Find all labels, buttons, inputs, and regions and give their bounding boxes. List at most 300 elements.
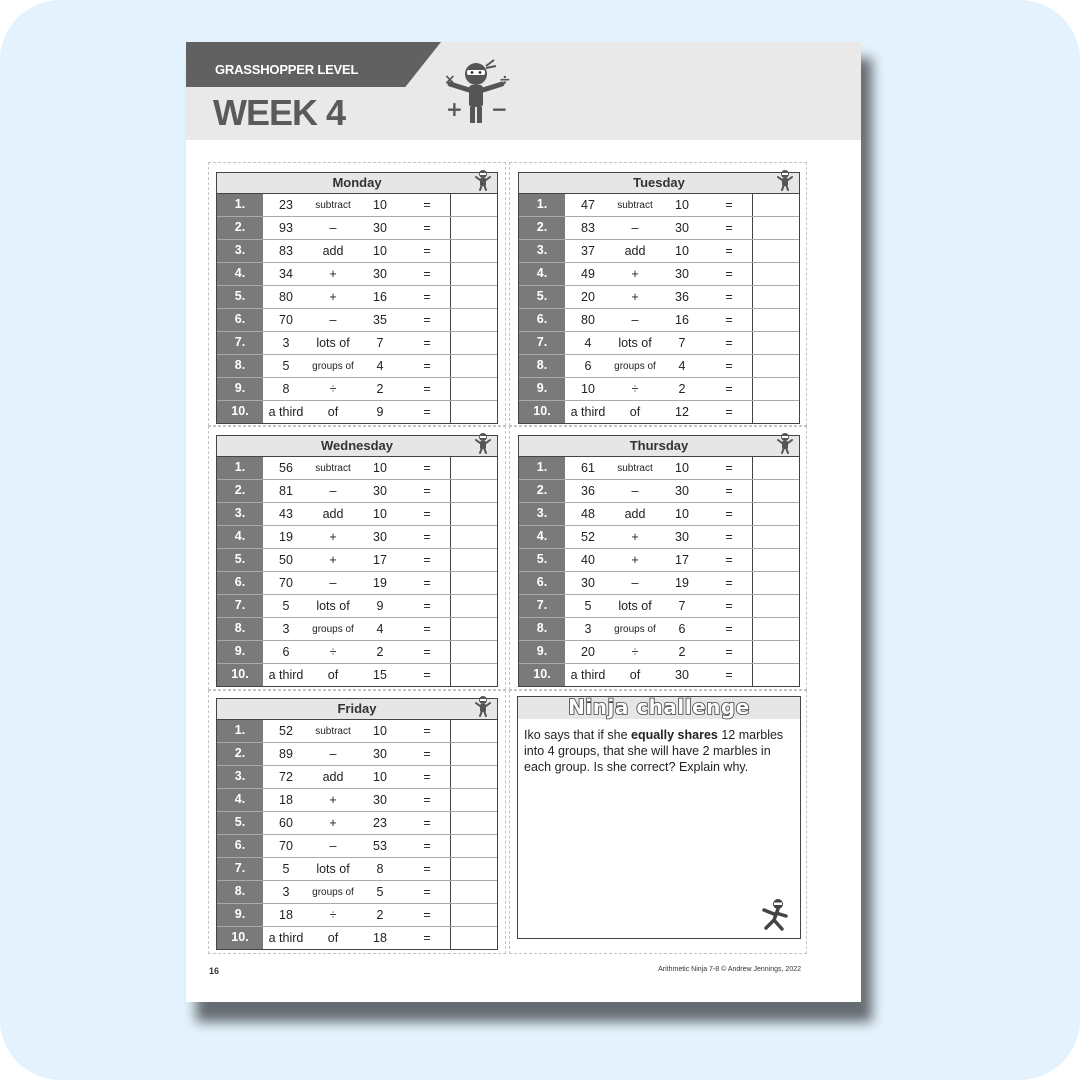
operand-b: 2	[376, 382, 384, 396]
equals-sign: =	[423, 553, 431, 567]
answer-box[interactable]	[752, 503, 799, 525]
answer-box[interactable]	[450, 309, 497, 331]
challenge-text: Iko says that if she equally shares 12 marbles into 4 groups, that she will have 2 marbles in each group. Is she correct? Explain why.	[524, 728, 784, 774]
answer-box[interactable]	[450, 812, 497, 834]
equals-sign: =	[423, 382, 431, 396]
operand-a: 6	[282, 645, 290, 659]
table-row	[217, 457, 497, 479]
operator: lots of	[316, 336, 350, 350]
operand-a: 81	[279, 484, 293, 498]
operator: +	[631, 553, 639, 567]
question-number: 8.	[217, 355, 263, 377]
equals-sign: =	[423, 530, 431, 544]
question-number: 7.	[519, 595, 565, 617]
operand-a: 3	[584, 622, 592, 636]
question-number: 3.	[217, 766, 263, 788]
operand-a: 80	[279, 290, 293, 304]
answer-box[interactable]	[450, 480, 497, 502]
table-row	[217, 502, 497, 525]
answer-box[interactable]	[450, 194, 497, 216]
table-row	[217, 262, 497, 285]
equals-sign: =	[423, 405, 431, 419]
answer-box[interactable]	[752, 217, 799, 239]
operand-a: 50	[279, 553, 293, 567]
equals-sign: =	[423, 816, 431, 830]
challenge-title: Ninja challenge	[568, 695, 750, 719]
question-number: 4.	[217, 263, 263, 285]
answer-box[interactable]	[752, 309, 799, 331]
sum-table	[216, 719, 498, 950]
operand-a: 49	[581, 267, 595, 281]
operator: –	[329, 313, 337, 327]
equals-sign: =	[423, 931, 431, 945]
answer-box[interactable]	[450, 641, 497, 663]
table-row	[519, 262, 799, 285]
answer-box[interactable]	[450, 789, 497, 811]
operand-b: 16	[373, 290, 387, 304]
equals-sign: =	[725, 244, 733, 258]
operand-a: 5	[584, 599, 592, 613]
operator: of	[327, 931, 339, 945]
operand-b: 9	[376, 599, 384, 613]
equals-sign: =	[423, 336, 431, 350]
table-row	[519, 640, 799, 663]
equals-sign: =	[725, 313, 733, 327]
table-row	[217, 548, 497, 571]
question-number: 1.	[519, 457, 565, 479]
question-number: 8.	[217, 618, 263, 640]
operand-b: 4	[376, 622, 384, 636]
answer-box[interactable]	[450, 904, 497, 926]
operand-a: 23	[279, 198, 293, 212]
operand-a: 47	[581, 198, 595, 212]
table-row	[217, 880, 497, 903]
question-number: 3.	[519, 503, 565, 525]
ninja-monday-icon	[472, 169, 494, 191]
operand-a: 30	[581, 576, 595, 590]
equals-sign: =	[725, 530, 733, 544]
operand-b: 10	[675, 507, 689, 521]
answer-box[interactable]	[450, 720, 497, 742]
operand-a: 70	[279, 576, 293, 590]
operator: groups of	[312, 623, 354, 635]
question-number: 10.	[217, 927, 263, 949]
ninja-challenge-icon	[756, 896, 792, 932]
table-row	[217, 239, 497, 262]
operator: –	[631, 221, 639, 235]
operand-b: 30	[675, 267, 689, 281]
operand-b: 4	[376, 359, 384, 373]
sum-table	[216, 193, 498, 424]
question-number: 2.	[217, 480, 263, 502]
answer-box[interactable]	[752, 572, 799, 594]
operator: add	[322, 507, 344, 521]
table-row	[519, 663, 799, 686]
equals-sign: =	[423, 885, 431, 899]
question-number: 4.	[217, 526, 263, 548]
operator: groups of	[614, 360, 656, 372]
operator: ÷	[329, 382, 337, 396]
question-number: 10.	[217, 401, 263, 423]
question-number: 4.	[519, 526, 565, 548]
operator: groups of	[312, 886, 354, 898]
operand-a: 80	[581, 313, 595, 327]
table-row	[217, 285, 497, 308]
operand-b: 53	[373, 839, 387, 853]
sum-table	[518, 193, 800, 424]
table-row	[519, 354, 799, 377]
ninja-thursday-icon	[774, 432, 796, 454]
operator: groups of	[614, 623, 656, 635]
equals-sign: =	[725, 668, 733, 682]
equals-sign: =	[725, 267, 733, 281]
operand-a: 18	[279, 793, 293, 807]
operator: +	[329, 553, 337, 567]
question-number: 7.	[217, 858, 263, 880]
question-number: 4.	[217, 789, 263, 811]
operand-a: 48	[581, 507, 595, 521]
operand-b: 10	[675, 461, 689, 475]
equals-sign: =	[423, 267, 431, 281]
answer-box[interactable]	[450, 526, 497, 548]
table-row	[217, 571, 497, 594]
answer-box[interactable]	[752, 526, 799, 548]
operand-a: 10	[581, 382, 595, 396]
operator: –	[329, 221, 337, 235]
answer-box[interactable]	[450, 618, 497, 640]
answer-box[interactable]	[450, 664, 497, 686]
question-number: 10.	[217, 664, 263, 686]
operand-a: 20	[581, 645, 595, 659]
table-row	[217, 834, 497, 857]
svg-text:÷: ÷	[499, 72, 511, 88]
operand-a: 3	[282, 885, 290, 899]
operator: ÷	[631, 645, 639, 659]
answer-box[interactable]	[752, 664, 799, 686]
operator: –	[329, 839, 337, 853]
table-row	[519, 457, 799, 479]
question-number: 5.	[217, 549, 263, 571]
operand-b: 17	[675, 553, 689, 567]
question-number: 1.	[519, 194, 565, 216]
ninja-wednesday-icon	[472, 432, 494, 454]
operand-a: 89	[279, 747, 293, 761]
operator: subtract	[315, 725, 351, 737]
answer-box[interactable]	[752, 355, 799, 377]
operand-a: 34	[279, 267, 293, 281]
operator: –	[631, 576, 639, 590]
operand-a: 60	[279, 816, 293, 830]
answer-box[interactable]	[752, 595, 799, 617]
answer-box[interactable]	[450, 572, 497, 594]
answer-box[interactable]	[752, 332, 799, 354]
equals-sign: =	[423, 461, 431, 475]
operator: ÷	[631, 382, 639, 396]
equals-sign: =	[423, 290, 431, 304]
table-row	[217, 742, 497, 765]
answer-box[interactable]	[752, 401, 799, 423]
operand-a: a third	[268, 405, 304, 419]
operand-a: 83	[581, 221, 595, 235]
operand-b: 8	[376, 862, 384, 876]
operand-a: 20	[581, 290, 595, 304]
equals-sign: =	[423, 221, 431, 235]
equals-sign: =	[725, 382, 733, 396]
operator: subtract	[617, 199, 653, 211]
operand-a: 72	[279, 770, 293, 784]
answer-box[interactable]	[450, 743, 497, 765]
page-number: 16	[209, 966, 220, 976]
operand-b: 30	[373, 221, 387, 235]
operator: +	[329, 267, 337, 281]
question-number: 9.	[519, 641, 565, 663]
table-row	[217, 903, 497, 926]
operand-b: 10	[373, 244, 387, 258]
operand-a: 43	[279, 507, 293, 521]
equals-sign: =	[423, 313, 431, 327]
operand-b: 6	[678, 622, 686, 636]
operator: +	[329, 290, 337, 304]
operand-a: 6	[584, 359, 592, 373]
operand-b: 36	[675, 290, 689, 304]
table-row	[217, 926, 497, 949]
answer-box[interactable]	[752, 457, 799, 479]
operand-b: 2	[678, 382, 686, 396]
operator: +	[631, 530, 639, 544]
equals-sign: =	[725, 461, 733, 475]
operand-b: 4	[678, 359, 686, 373]
operand-a: 83	[279, 244, 293, 258]
question-number: 5.	[519, 549, 565, 571]
answer-box[interactable]	[450, 286, 497, 308]
operand-b: 10	[373, 724, 387, 738]
day-title: Tuesday	[518, 172, 800, 193]
question-number: 10.	[519, 664, 565, 686]
operand-a: 52	[581, 530, 595, 544]
equals-sign: =	[423, 862, 431, 876]
operand-b: 23	[373, 816, 387, 830]
operand-a: a third	[570, 405, 606, 419]
answer-box[interactable]	[450, 263, 497, 285]
question-number: 3.	[519, 240, 565, 262]
operand-b: 7	[376, 336, 384, 350]
operator: lots of	[618, 599, 652, 613]
answer-box[interactable]	[450, 401, 497, 423]
operator: lots of	[316, 862, 350, 876]
equals-sign: =	[423, 507, 431, 521]
answer-box[interactable]	[450, 766, 497, 788]
answer-box[interactable]	[752, 480, 799, 502]
operator: +	[631, 290, 639, 304]
table-row	[519, 571, 799, 594]
equals-sign: =	[423, 599, 431, 613]
question-number: 6.	[217, 572, 263, 594]
operator: of	[327, 405, 339, 419]
equals-sign: =	[725, 290, 733, 304]
equals-sign: =	[725, 484, 733, 498]
answer-box[interactable]	[450, 549, 497, 571]
operand-a: 5	[282, 359, 290, 373]
operand-b: 10	[675, 244, 689, 258]
table-row	[217, 617, 497, 640]
operand-b: 9	[376, 405, 384, 419]
table-row	[519, 594, 799, 617]
table-row	[217, 479, 497, 502]
operator: subtract	[315, 462, 351, 474]
operand-a: 3	[282, 622, 290, 636]
operand-a: 70	[279, 313, 293, 327]
table-row	[519, 194, 799, 216]
question-number: 1.	[217, 194, 263, 216]
equals-sign: =	[725, 198, 733, 212]
operand-a: 56	[279, 461, 293, 475]
operand-a: 37	[581, 244, 595, 258]
question-number: 8.	[217, 881, 263, 903]
svg-text:×: ×	[444, 72, 456, 88]
answer-box[interactable]	[450, 217, 497, 239]
answer-box[interactable]	[450, 457, 497, 479]
copyright: Arithmetic Ninja 7-8 © Andrew Jennings, 2022	[658, 966, 801, 973]
question-number: 1.	[217, 720, 263, 742]
answer-box[interactable]	[450, 858, 497, 880]
equals-sign: =	[423, 747, 431, 761]
question-number: 4.	[519, 263, 565, 285]
answer-box[interactable]	[752, 240, 799, 262]
operand-b: 17	[373, 553, 387, 567]
question-number: 2.	[519, 217, 565, 239]
equals-sign: =	[725, 507, 733, 521]
operator: groups of	[312, 360, 354, 372]
operand-a: 19	[279, 530, 293, 544]
operand-a: 3	[282, 336, 290, 350]
table-row	[217, 720, 497, 742]
equals-sign: =	[725, 336, 733, 350]
table-row	[519, 377, 799, 400]
answer-box[interactable]	[450, 881, 497, 903]
day-panel-friday	[216, 698, 498, 945]
operator: subtract	[617, 462, 653, 474]
answer-box[interactable]	[752, 378, 799, 400]
table-row	[217, 194, 497, 216]
ninja-challenge-panel	[517, 696, 801, 939]
operator: –	[329, 747, 337, 761]
operand-b: 7	[678, 599, 686, 613]
table-row	[519, 216, 799, 239]
table-row	[519, 548, 799, 571]
operand-a: a third	[570, 668, 606, 682]
operand-b: 30	[373, 747, 387, 761]
operand-b: 30	[373, 793, 387, 807]
operand-a: a third	[268, 668, 304, 682]
table-row	[519, 239, 799, 262]
answer-box[interactable]	[752, 194, 799, 216]
question-number: 5.	[217, 812, 263, 834]
question-number: 7.	[519, 332, 565, 354]
question-number: 9.	[217, 378, 263, 400]
answer-box[interactable]	[450, 332, 497, 354]
operator: +	[329, 816, 337, 830]
operand-b: 30	[675, 530, 689, 544]
question-number: 6.	[217, 835, 263, 857]
answer-box[interactable]	[752, 549, 799, 571]
table-row	[217, 765, 497, 788]
operand-b: 2	[376, 645, 384, 659]
level-label: GRASSHOPPER LEVEL	[215, 62, 359, 77]
header-band	[186, 42, 861, 140]
table-row	[217, 663, 497, 686]
operand-b: 30	[675, 484, 689, 498]
answer-box[interactable]	[752, 263, 799, 285]
operator: of	[327, 668, 339, 682]
table-row	[519, 525, 799, 548]
table-row	[217, 525, 497, 548]
operand-a: 40	[581, 553, 595, 567]
equals-sign: =	[423, 793, 431, 807]
operand-b: 10	[373, 507, 387, 521]
table-row	[217, 640, 497, 663]
operator: –	[329, 576, 337, 590]
question-number: 10.	[519, 401, 565, 423]
equals-sign: =	[423, 770, 431, 784]
question-number: 2.	[519, 480, 565, 502]
operand-b: 10	[373, 770, 387, 784]
answer-box[interactable]	[450, 595, 497, 617]
table-row	[217, 594, 497, 617]
operand-a: 5	[282, 599, 290, 613]
table-row	[519, 400, 799, 423]
operator: add	[624, 507, 646, 521]
operator: subtract	[315, 199, 351, 211]
question-number: 1.	[217, 457, 263, 479]
answer-box[interactable]	[752, 641, 799, 663]
operand-b: 10	[373, 461, 387, 475]
equals-sign: =	[725, 359, 733, 373]
question-number: 6.	[519, 309, 565, 331]
equals-sign: =	[725, 622, 733, 636]
operand-b: 7	[678, 336, 686, 350]
operator: add	[322, 770, 344, 784]
operator: of	[629, 668, 641, 682]
operand-b: 15	[373, 668, 387, 682]
answer-box[interactable]	[450, 378, 497, 400]
operand-a: 61	[581, 461, 595, 475]
answer-box[interactable]	[450, 355, 497, 377]
equals-sign: =	[423, 645, 431, 659]
answer-box[interactable]	[450, 240, 497, 262]
equals-sign: =	[423, 839, 431, 853]
table-row	[217, 331, 497, 354]
day-title: Friday	[216, 698, 498, 719]
answer-box[interactable]	[752, 618, 799, 640]
equals-sign: =	[423, 484, 431, 498]
answer-box[interactable]	[450, 927, 497, 949]
table-row	[217, 857, 497, 880]
question-number: 8.	[519, 618, 565, 640]
equals-sign: =	[423, 576, 431, 590]
equals-sign: =	[423, 244, 431, 258]
operand-a: 5	[282, 862, 290, 876]
operand-b: 30	[373, 267, 387, 281]
answer-box[interactable]	[450, 503, 497, 525]
equals-sign: =	[725, 645, 733, 659]
operand-a: 4	[584, 336, 592, 350]
svg-text:−: −	[491, 97, 508, 121]
answer-box[interactable]	[752, 286, 799, 308]
question-number: 3.	[217, 240, 263, 262]
operator: –	[329, 484, 337, 498]
table-row	[217, 788, 497, 811]
answer-box[interactable]	[450, 835, 497, 857]
